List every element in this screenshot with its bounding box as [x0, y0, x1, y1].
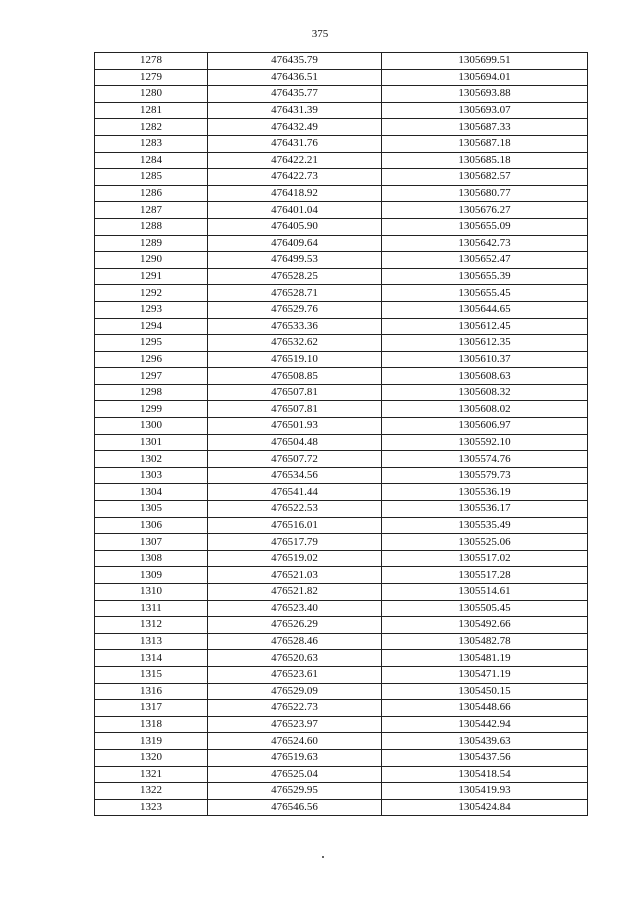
- table-row: [95, 401, 588, 418]
- y-coordinate-cell: 1305418.54: [382, 766, 588, 783]
- point-number-cell: 1281: [95, 102, 208, 119]
- x-coordinate-cell: 476524.60: [208, 733, 382, 750]
- table-row: [95, 301, 588, 318]
- y-coordinate-cell: 1305492.66: [382, 617, 588, 634]
- x-coordinate-cell: 476522.73: [208, 700, 382, 717]
- y-coordinate-cell: 1305482.78: [382, 633, 588, 650]
- table-row: [95, 700, 588, 717]
- y-coordinate-cell: 1305525.06: [382, 534, 588, 551]
- point-number-cell: 1289: [95, 235, 208, 252]
- table-row: [95, 584, 588, 601]
- point-number-cell: 1301: [95, 434, 208, 451]
- x-coordinate-cell: 476431.76: [208, 135, 382, 152]
- point-number-cell: 1292: [95, 285, 208, 302]
- table-row: [95, 716, 588, 733]
- point-number-cell: 1278: [95, 53, 208, 70]
- x-coordinate-cell: 476529.09: [208, 683, 382, 700]
- x-coordinate-cell: 476532.62: [208, 335, 382, 352]
- x-coordinate-cell: 476523.97: [208, 716, 382, 733]
- x-coordinate-cell: 476401.04: [208, 202, 382, 219]
- y-coordinate-cell: 1305536.19: [382, 484, 588, 501]
- y-coordinate-cell: 1305644.65: [382, 301, 588, 318]
- y-coordinate-cell: 1305655.39: [382, 268, 588, 285]
- table-row: [95, 683, 588, 700]
- table-row: [95, 749, 588, 766]
- point-number-cell: 1286: [95, 185, 208, 202]
- point-number-cell: 1279: [95, 69, 208, 86]
- x-coordinate-cell: 476534.56: [208, 467, 382, 484]
- point-number-cell: 1321: [95, 766, 208, 783]
- table-row: [95, 218, 588, 235]
- point-number-cell: 1280: [95, 86, 208, 103]
- y-coordinate-cell: 1305642.73: [382, 235, 588, 252]
- x-coordinate-cell: 476529.76: [208, 301, 382, 318]
- y-coordinate-cell: 1305608.32: [382, 384, 588, 401]
- x-coordinate-cell: 476533.36: [208, 318, 382, 335]
- point-number-cell: 1290: [95, 252, 208, 269]
- x-coordinate-cell: 476528.46: [208, 633, 382, 650]
- x-coordinate-cell: 476541.44: [208, 484, 382, 501]
- table-row: [95, 617, 588, 634]
- point-number-cell: 1296: [95, 351, 208, 368]
- point-number-cell: 1316: [95, 683, 208, 700]
- x-coordinate-cell: 476519.10: [208, 351, 382, 368]
- point-number-cell: 1283: [95, 135, 208, 152]
- x-coordinate-cell: 476405.90: [208, 218, 382, 235]
- y-coordinate-cell: 1305682.57: [382, 169, 588, 186]
- page-number: 375: [311, 28, 329, 40]
- point-number-cell: 1318: [95, 716, 208, 733]
- table-row: [95, 550, 588, 567]
- x-coordinate-cell: 476504.48: [208, 434, 382, 451]
- x-coordinate-cell: 476499.53: [208, 252, 382, 269]
- point-number-cell: 1294: [95, 318, 208, 335]
- point-number-cell: 1323: [95, 799, 208, 816]
- y-coordinate-cell: 1305517.02: [382, 550, 588, 567]
- table-row: [95, 53, 588, 70]
- y-coordinate-cell: 1305655.45: [382, 285, 588, 302]
- x-coordinate-cell: 476409.64: [208, 235, 382, 252]
- point-number-cell: 1309: [95, 567, 208, 584]
- y-coordinate-cell: 1305655.09: [382, 218, 588, 235]
- table-row: [95, 135, 588, 152]
- y-coordinate-cell: 1305514.61: [382, 584, 588, 601]
- table-row: [95, 351, 588, 368]
- y-coordinate-cell: 1305439.63: [382, 733, 588, 750]
- x-coordinate-cell: 476521.03: [208, 567, 382, 584]
- table-row: [95, 202, 588, 219]
- coordinates-table: [94, 52, 588, 816]
- y-coordinate-cell: 1305610.37: [382, 351, 588, 368]
- x-coordinate-cell: 476436.51: [208, 69, 382, 86]
- point-number-cell: 1320: [95, 749, 208, 766]
- y-coordinate-cell: 1305687.18: [382, 135, 588, 152]
- point-number-cell: 1293: [95, 301, 208, 318]
- point-number-cell: 1303: [95, 467, 208, 484]
- x-coordinate-cell: 476528.25: [208, 268, 382, 285]
- point-number-cell: 1295: [95, 335, 208, 352]
- table-row: [95, 501, 588, 518]
- point-number-cell: 1322: [95, 783, 208, 800]
- table-row: [95, 517, 588, 534]
- table-row: [95, 766, 588, 783]
- table-row: [95, 152, 588, 169]
- x-coordinate-cell: 476520.63: [208, 650, 382, 667]
- point-number-cell: 1287: [95, 202, 208, 219]
- point-number-cell: 1282: [95, 119, 208, 136]
- point-number-cell: 1311: [95, 600, 208, 617]
- x-coordinate-cell: 476422.21: [208, 152, 382, 169]
- point-number-cell: 1312: [95, 617, 208, 634]
- y-coordinate-cell: 1305699.51: [382, 53, 588, 70]
- y-coordinate-cell: 1305612.45: [382, 318, 588, 335]
- x-coordinate-cell: 476546.56: [208, 799, 382, 816]
- point-number-cell: 1285: [95, 169, 208, 186]
- table-row: [95, 86, 588, 103]
- point-number-cell: 1300: [95, 418, 208, 435]
- y-coordinate-cell: 1305437.56: [382, 749, 588, 766]
- y-coordinate-cell: 1305442.94: [382, 716, 588, 733]
- x-coordinate-cell: 476528.71: [208, 285, 382, 302]
- y-coordinate-cell: 1305693.07: [382, 102, 588, 119]
- y-coordinate-cell: 1305680.77: [382, 185, 588, 202]
- y-coordinate-cell: 1305608.02: [382, 401, 588, 418]
- y-coordinate-cell: 1305424.84: [382, 799, 588, 816]
- table-row: [95, 252, 588, 269]
- table-row: [95, 633, 588, 650]
- point-number-cell: 1308: [95, 550, 208, 567]
- x-coordinate-cell: 476431.39: [208, 102, 382, 119]
- point-number-cell: 1298: [95, 384, 208, 401]
- y-coordinate-cell: 1305536.17: [382, 501, 588, 518]
- y-coordinate-cell: 1305606.97: [382, 418, 588, 435]
- point-number-cell: 1304: [95, 484, 208, 501]
- table-row: [95, 733, 588, 750]
- table-row: [95, 268, 588, 285]
- footer-mark: [322, 856, 324, 858]
- table-row: [95, 799, 588, 816]
- table-row: [95, 285, 588, 302]
- x-coordinate-cell: 476432.49: [208, 119, 382, 136]
- table-row: [95, 451, 588, 468]
- x-coordinate-cell: 476519.63: [208, 749, 382, 766]
- table-row: [95, 666, 588, 683]
- y-coordinate-cell: 1305471.19: [382, 666, 588, 683]
- table-row: [95, 650, 588, 667]
- table-row: [95, 318, 588, 335]
- y-coordinate-cell: 1305652.47: [382, 252, 588, 269]
- point-number-cell: 1305: [95, 501, 208, 518]
- x-coordinate-cell: 476435.77: [208, 86, 382, 103]
- x-coordinate-cell: 476507.81: [208, 401, 382, 418]
- y-coordinate-cell: 1305535.49: [382, 517, 588, 534]
- x-coordinate-cell: 476507.81: [208, 384, 382, 401]
- table-row: [95, 368, 588, 385]
- point-number-cell: 1299: [95, 401, 208, 418]
- coordinates-table-body: [95, 53, 588, 816]
- y-coordinate-cell: 1305574.76: [382, 451, 588, 468]
- table-row: [95, 102, 588, 119]
- table-row: [95, 467, 588, 484]
- table-row: [95, 235, 588, 252]
- table-row: [95, 119, 588, 136]
- point-number-cell: 1313: [95, 633, 208, 650]
- point-number-cell: 1302: [95, 451, 208, 468]
- point-number-cell: 1306: [95, 517, 208, 534]
- point-number-cell: 1317: [95, 700, 208, 717]
- y-coordinate-cell: 1305419.93: [382, 783, 588, 800]
- x-coordinate-cell: 476516.01: [208, 517, 382, 534]
- y-coordinate-cell: 1305687.33: [382, 119, 588, 136]
- y-coordinate-cell: 1305608.63: [382, 368, 588, 385]
- point-number-cell: 1319: [95, 733, 208, 750]
- point-number-cell: 1291: [95, 268, 208, 285]
- table-row: [95, 69, 588, 86]
- table-row: [95, 169, 588, 186]
- y-coordinate-cell: 1305481.19: [382, 650, 588, 667]
- y-coordinate-cell: 1305676.27: [382, 202, 588, 219]
- y-coordinate-cell: 1305579.73: [382, 467, 588, 484]
- y-coordinate-cell: 1305450.15: [382, 683, 588, 700]
- table-row: [95, 434, 588, 451]
- point-number-cell: 1315: [95, 666, 208, 683]
- table-row: [95, 384, 588, 401]
- point-number-cell: 1310: [95, 584, 208, 601]
- table-row: [95, 185, 588, 202]
- x-coordinate-cell: 476525.04: [208, 766, 382, 783]
- table-row: [95, 600, 588, 617]
- y-coordinate-cell: 1305592.10: [382, 434, 588, 451]
- x-coordinate-cell: 476501.93: [208, 418, 382, 435]
- x-coordinate-cell: 476522.53: [208, 501, 382, 518]
- table-row: [95, 783, 588, 800]
- y-coordinate-cell: 1305694.01: [382, 69, 588, 86]
- table-row: [95, 335, 588, 352]
- x-coordinate-cell: 476523.40: [208, 600, 382, 617]
- y-coordinate-cell: 1305693.88: [382, 86, 588, 103]
- table-row: [95, 484, 588, 501]
- table-row: [95, 418, 588, 435]
- x-coordinate-cell: 476526.29: [208, 617, 382, 634]
- point-number-cell: 1307: [95, 534, 208, 551]
- x-coordinate-cell: 476418.92: [208, 185, 382, 202]
- x-coordinate-cell: 476508.85: [208, 368, 382, 385]
- table-row: [95, 534, 588, 551]
- x-coordinate-cell: 476435.79: [208, 53, 382, 70]
- x-coordinate-cell: 476523.61: [208, 666, 382, 683]
- y-coordinate-cell: 1305448.66: [382, 700, 588, 717]
- y-coordinate-cell: 1305685.18: [382, 152, 588, 169]
- x-coordinate-cell: 476529.95: [208, 783, 382, 800]
- table-row: [95, 567, 588, 584]
- point-number-cell: 1284: [95, 152, 208, 169]
- point-number-cell: 1297: [95, 368, 208, 385]
- x-coordinate-cell: 476521.82: [208, 584, 382, 601]
- x-coordinate-cell: 476517.79: [208, 534, 382, 551]
- y-coordinate-cell: 1305517.28: [382, 567, 588, 584]
- y-coordinate-cell: 1305612.35: [382, 335, 588, 352]
- point-number-cell: 1288: [95, 218, 208, 235]
- point-number-cell: 1314: [95, 650, 208, 667]
- x-coordinate-cell: 476422.73: [208, 169, 382, 186]
- y-coordinate-cell: 1305505.45: [382, 600, 588, 617]
- x-coordinate-cell: 476519.02: [208, 550, 382, 567]
- x-coordinate-cell: 476507.72: [208, 451, 382, 468]
